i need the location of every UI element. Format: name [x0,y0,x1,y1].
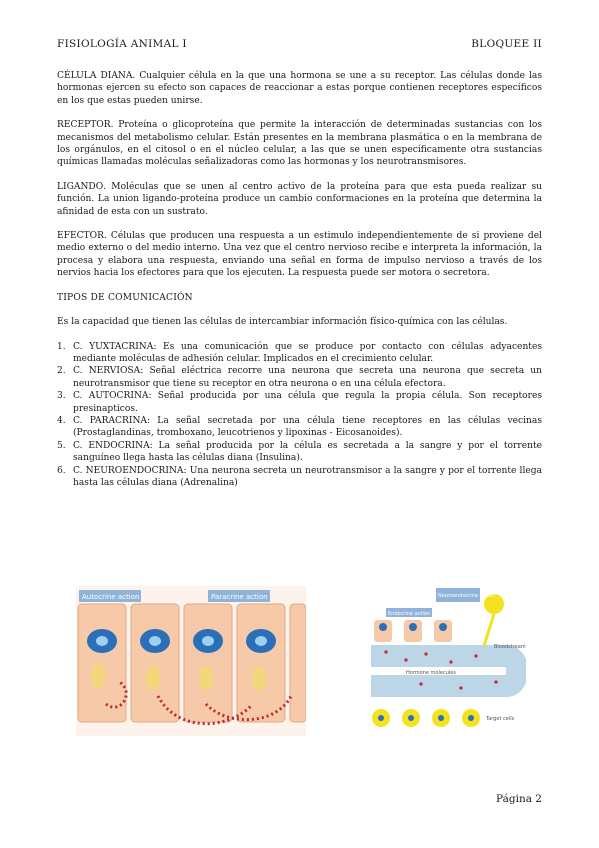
definition-text: . Proteína o glicoproteína que permite la interacción de determinadas sustancias con los mecanismos del metabolismo celular. Están presentes en la membrana plasmática o en la membrana de los orgánulos, en el citosol o en el núcleo celular, a las que se unen específicamente otra sustancias químicas llamadas moléculas señalizadoras como las hormonas y los neurotransmisores. [57,120,542,168]
definition-term: RECEPTOR [57,120,111,131]
organelle [199,666,213,690]
nucleus [439,623,447,631]
list-number: 1. [57,341,66,352]
header-course: FISIOLOGÍA ANIMAL I [57,38,187,50]
nucleolus [255,636,267,646]
list-item [57,365,542,390]
list-text: C. NERVIOSA: Señal eléctrica recorre una neurona que secreta una neurona que secreta un neurotransmisor que tiene su receptor en otra neurona o en una célula efectora. [73,366,542,389]
list-text: C. YUXTACRINA: Es una comunicación que se produce por contacto con células adyacentes mediante moléculas de adhesión celular. Implicados en el crecimiento celular. [73,341,542,364]
page-header [57,38,542,50]
label-target: Target cells [486,716,515,722]
cell [237,604,285,722]
list-number: 5. [57,440,66,451]
definition-receptor [57,119,542,169]
hormone-molecule [494,680,497,683]
nucleus [438,715,444,721]
nucleus [379,623,387,631]
page-body [57,70,542,489]
hormone-molecule [474,654,477,657]
figures [76,586,526,736]
label-hormone: Hormone molecules [406,670,456,676]
header-block: BLOQUEE II [471,38,542,50]
list-text: C. AUTOCRINA: Señal producida por una célula que regula la propia célula. Son receptores presinapticos. [73,391,542,414]
list-text: C. PARACRINA: La señal secretada por una célula tiene receptores en las células vecinas (Prostaglandinas, tromboxano, leucotrienos y lipoxinas - Eicosanoides). [73,415,542,439]
list-number: 4. [57,415,66,426]
endocrine-figure [366,586,526,736]
label-endocrine: Endocrine action [388,611,430,617]
list-item [57,341,542,366]
organelle [252,666,266,690]
organelle [91,664,105,688]
list-text: C. NEUROENDOCRINA: Una neurona secreta un neurotransmisor a la sangre y por el torrente llega hasta las células diana (Adrenalina) [73,465,542,488]
page-number: Página 2 [496,793,542,805]
label-bloodstream: Bloodstream [494,644,526,650]
section-title: TIPOS DE COMUNICACIÓN [57,292,193,303]
definition-text: . Células que producen una respuesta a un estimulo independientemente de si proviene del medio externo o del medio interno. Una vez que el centro nervioso recibe e interpreta la información, la procesa y elabora una respuesta, enviando una señal en forma de impulso nervioso a través de los nervios hacia los efectores para que los ejecuten. La respuesta puede ser motora o secretora. [57,231,542,279]
nucleus [408,715,414,721]
list-text: C. ENDOCRINA: La señal producida por la célula es secretada a la sangre y por el torrente sanguíneo llega hasta las células diana (Insulina). [73,440,542,464]
hormone-molecule [424,652,427,655]
list-item [57,440,542,465]
list-number: 2. [57,366,66,377]
cells [78,604,306,722]
label-autocrine: Autocrine action [82,593,140,601]
cell [78,604,126,722]
label-neuroendocrine: Neuroendocrine action [438,593,495,599]
nucleus [409,623,417,631]
list-item [57,415,542,440]
definition-term: LIGANDO [57,181,104,192]
nucleus [378,715,384,721]
hormone-molecule [459,686,462,689]
organelle [146,666,160,690]
definition-text: . Cualquier célula en la que una hormona se une a su receptor. Las células donde las hormonas ejercen su efecto son capaces de reaccionar a estas porque contienen receptores específicos en los que estas pueden unirse. [57,71,542,106]
list-item [57,465,542,490]
cell [290,604,306,722]
definition-efector [57,230,542,280]
label-paracrine: Paracrine action [211,593,268,601]
nucleolus [149,636,161,646]
nucleolus [202,636,214,646]
definition-text: . Moléculas que se unen al centro activo de la proteína para que esta pueda realizar su función. La union ligando-proteína produce un cambio conformaciones en la proteína que determina la afinidad de esta con un sustrato. [57,181,542,217]
hormone-molecule [384,650,387,653]
list-number: 6. [57,465,66,476]
hormone-molecule [404,658,407,661]
list-number: 3. [57,391,66,402]
hormone-molecule [449,660,452,663]
section-intro: Es la capacidad que tienen las células de intercambiar información físico-química con las células. [57,317,508,328]
definition-term: CÉLULA DIANA [57,71,133,81]
nucleolus [96,636,108,646]
definition-ligando [57,181,542,218]
definition-term: EFECTOR [57,231,104,242]
cell [131,604,179,722]
list-item [57,390,542,415]
hormone-molecule [419,682,422,685]
endocrine-cells [374,620,452,642]
communication-types-list [57,341,542,490]
autocrine-paracrine-figure [76,586,306,736]
definition-diana [57,70,542,107]
nucleus [468,715,474,721]
